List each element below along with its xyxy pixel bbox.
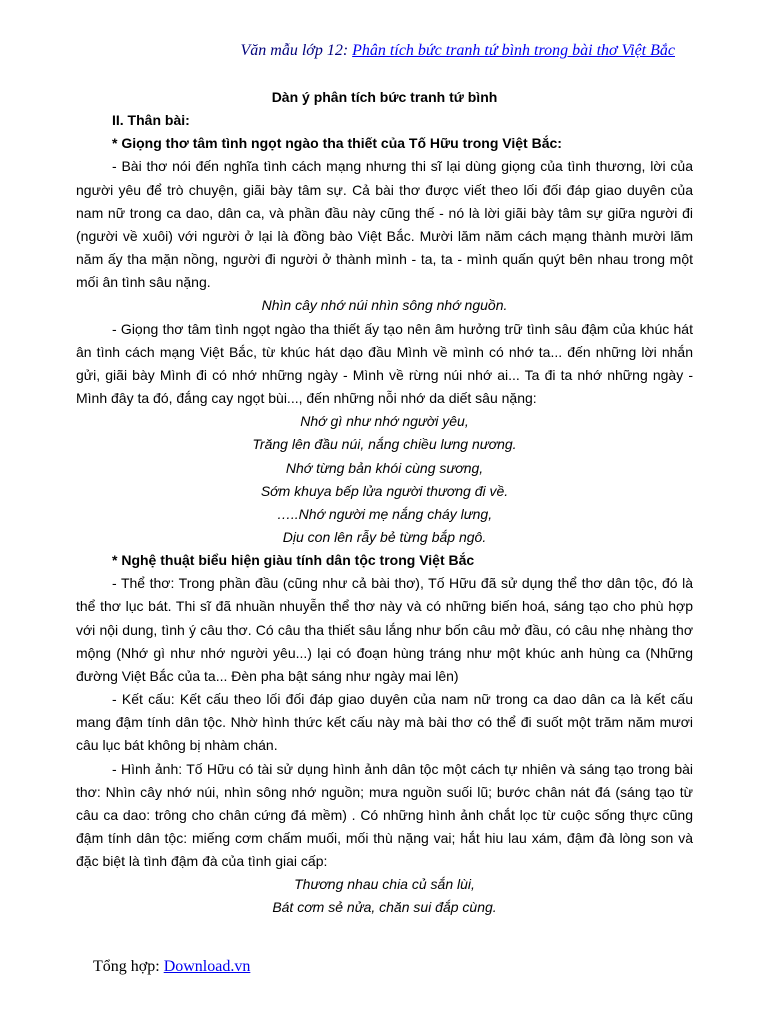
verse-line: …..Nhớ người mẹ nắng cháy lưng, [276,505,493,522]
verse-line: Thương nhau chia củ sắn lùi, [294,876,475,893]
header-prefix: Văn mẫu lớp 12: [240,42,353,59]
verse-line: Nhìn cây nhớ núi nhìn sông nhớ nguồn. [261,297,508,314]
footer-link[interactable]: Download.vn [163,958,251,975]
page-footer [93,958,250,976]
verse-line: Dịu con lên rẫy bẻ từng bắp ngô. [282,528,487,545]
section-heading-voice: * Giọng thơ tâm tình ngọt ngào tha thiết của Tố Hữu trong Việt Bắc: [112,135,562,152]
paragraph: - Giọng thơ tâm tình ngọt ngào tha thiết ấy tạo nên âm hưởng trữ tình sâu đậm của khúc hát ân tình cách mạng Việt Bắc, từ khúc hát dạo đầu Mình về mình có nhớ ta... đến những lời nhắn gửi, giãi bày Mình đi có nhớ những ngày - Mình về rừng núi nhớ ai... Ta đi ta nhớ những ngày - Mình đây ta đó, đắng cay ngọt bùi..., đến những nỗi nhớ da diết sâu nặng: [76,320,693,407]
verse-line: Nhớ gì như nhớ người yêu, [300,413,469,430]
section-heading-art: * Nghệ thuật biểu hiện giàu tính dân tộc trong Việt Bắc [112,552,475,569]
paragraph: - Thể thơ: Trong phần đầu (cũng như cả bài thơ), Tố Hữu đã sử dụng thể thơ dân tộc, đó là thể thơ lục bát. Thi sĩ đã nhuần nhuyễn thể thơ này và có những biến hoá, sáng tạo cho phù hợp với nội dung, tình ý câu thơ. Có câu tha thiết sâu lắng như bốn câu mở đầu, có câu nhẹ nhàng thơ mộng (Nhớ gì như nhớ người yêu...) lại có đoạn hùng tráng như một khúc anh hùng ca (Những đường Việt Bắc của ta... Đèn pha bật sáng như ngày mai lên) [76,575,693,684]
verse-line: Trăng lên đầu núi, nắng chiều lưng nương. [252,436,517,453]
section-label: II. Thân bài: [112,112,190,129]
header-link[interactable]: Phân tích bức tranh tứ bình trong bài thơ Việt Bắc [352,42,675,59]
paragraph: - Bài thơ nói đến nghĩa tình cách mạng nhưng thi sĩ lại dùng giọng của tình thương, lời của người yêu để trò chuyện, giãi bày tâm sự. Cả bài thơ được viết theo lối đối đáp giao duyên của nam nữ trong ca dao, dân ca, và phần đầu này cũng thế - nó là lời giãi bày tâm sự giữa người đi (người về xuôi) với người ở lại là đồng bào Việt Bắc. Mười lăm năm cách mạng thành mười lăm năm ấy tha mặn nồng, người đi người ở thành mình - ta, ta - mình quấn quýt bên nhau trong một mối ân tình sâu nặng. [76,158,693,291]
document-body [76,80,693,920]
document-title: Dàn ý phân tích bức tranh tứ bình [271,89,498,105]
page-header [241,42,675,60]
paragraph: - Kết cấu: Kết cấu theo lối đối đáp giao duyên của nam nữ trong ca dao dân ca là kết cấu mang đậm tính dân tộc. Nhờ hình thức kết cấu này mà bài thơ có thể đi suốt một trăm năm mươi câu lục bát không bị nhàm chán. [76,691,693,754]
footer-prefix: Tổng hợp: [93,958,164,975]
verse-line: Sớm khuya bếp lửa người thương đi về. [260,482,509,499]
paragraph: - Hình ảnh: Tố Hữu có tài sử dụng hình ảnh dân tộc một cách tự nhiên và sáng tạo trong bài thơ: Nhìn cây nhớ núi, nhìn sông nhớ nguồn; mưa nguồn suối lũ; bước chân nát đá (sáng tạo từ câu ca dao: trông cho chân cứng đá mềm) . Có những hình ảnh chắt lọc từ cuộc sống thực cũng đậm tính dân tộc: miếng cơm chấm muối, mối thù nặng vai; hắt hiu lau xám, đậm đà lòng son và đặc biệt là tình đậm đà của tình giai cấp: [76,760,693,870]
verse-line: Nhớ từng bản khói cùng sương, [285,459,484,476]
verse-line: Bát cơm sẻ nửa, chăn sui đắp cùng. [272,899,497,916]
